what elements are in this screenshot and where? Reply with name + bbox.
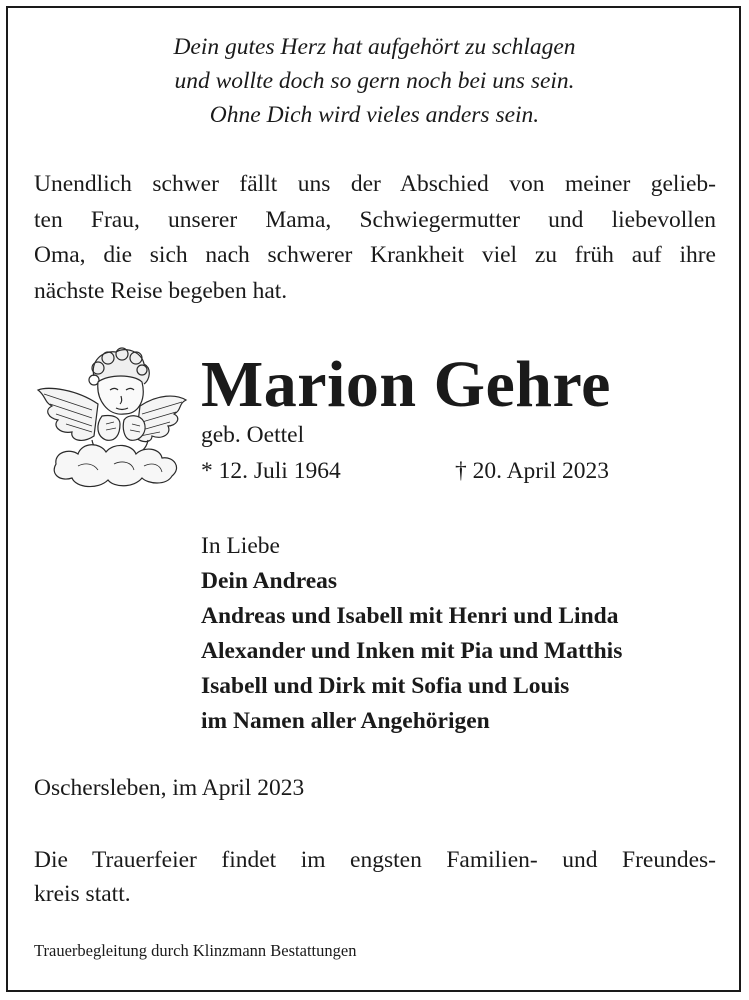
funeral-note xyxy=(34,843,716,911)
poem-line: und wollte doch so gern noch bei uns sein. xyxy=(174,68,575,94)
mourners-intro: In Liebe xyxy=(201,533,280,559)
farewell-line: Unendlich schwer fällt uns der Abschied von meiner gelieb- xyxy=(34,171,716,197)
mourner-name: Dein Andreas xyxy=(201,568,338,594)
poem-line: Ohne Dich wird vieles anders sein. xyxy=(209,102,540,128)
cherub-angel-icon xyxy=(36,344,188,492)
undertaker-credit: Trauerbegleitung durch Klinzmann Bestattungen xyxy=(34,941,357,960)
deceased-name: Marion Gehre xyxy=(201,348,611,421)
mourners-list xyxy=(201,529,622,739)
mourner-name: im Namen aller Angehörigen xyxy=(201,708,490,734)
funeral-line: kreis statt. xyxy=(34,881,131,907)
poem-line: Dein gutes Herz hat aufgehört zu schlagen xyxy=(173,34,576,60)
maiden-name: geb. Oettel xyxy=(201,422,305,448)
farewell-line: ten Frau, unserer Mama, Schwiegermutter und liebevollen xyxy=(34,206,716,233)
farewell-line: Oma, die sich nach schwerer Krankheit viel zu früh auf ihre xyxy=(34,242,716,268)
mourner-name: Isabell und Dirk mit Sofia und Louis xyxy=(201,673,570,699)
farewell-text xyxy=(34,167,716,309)
funeral-line: Die Trauerfeier findet im engsten Familien- und Freundes- xyxy=(34,847,716,873)
place-date: Oschersleben, im April 2023 xyxy=(34,775,305,801)
memorial-poem xyxy=(0,30,749,132)
birth-date: * 12. Juli 1964 xyxy=(201,458,341,484)
death-date: † 20. April 2023 xyxy=(455,458,610,484)
farewell-line: nächste Reise begeben hat. xyxy=(34,277,288,304)
mourner-name: Alexander und Inken mit Pia und Matthis xyxy=(201,638,623,664)
mourner-name: Andreas und Isabell mit Henri und Linda xyxy=(201,603,619,629)
